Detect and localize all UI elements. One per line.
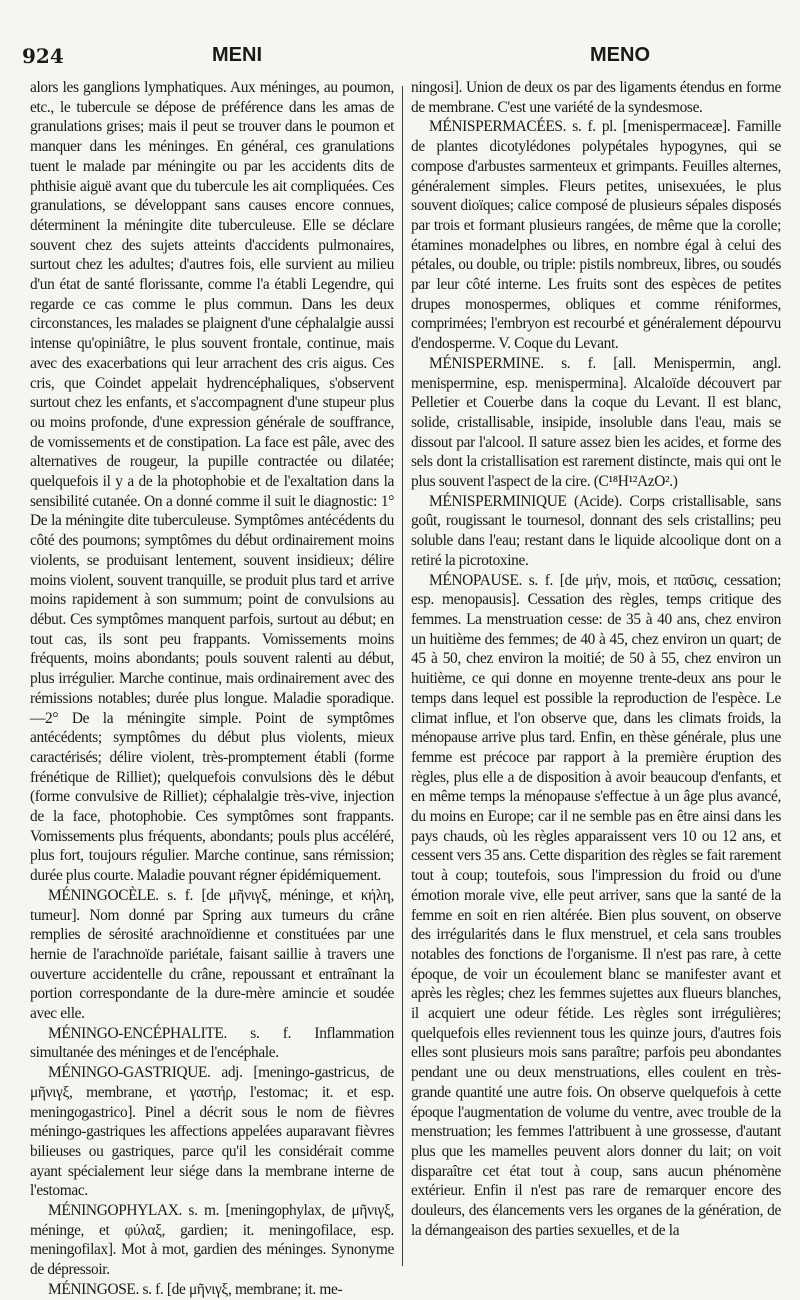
entry-continuation-meningite: alors les ganglions lymphatiques. Aux méninges, au poumon, etc., le tubercule se dépose de préférence dans les amas de granulations grises; mais il peut se trouver dans le poumon et manquer dans les méninges. En général, ces granulations tuent le malade par méningite ou par les accidents dits de phthisie aiguë avant que du tubercule les ait compliquées. Ces granulations, se développant sans causes encore connues, déterminent la méningite dite tuberculeuse. Elle se déclare souvent chez des sujets atteints d'accidents pulmonaires, surtout chez les adultes; d'autres fois, elle survient au milieu d'un état de santé florissante, comme l'a établi Legendre, qui regarde ce cas comme le plus commun. Dans les deux circonstances, les malades se plaignent d'une céphalalgie aussi intense qu'opiniâtre, le plus souvent frontale, continue, mais avec des exacerbations qui leur arrachent des cris aigus. Ces cris, que Coindet appelait hydrencéphaliques, s'observent surtout chez les enfants, et s'accompagnent d'une stupeur plus ou moins profonde, d'une expression générale de souffrance, de vomissements et de constipation. La face est pâle, avec des alternatives de rougeur, la pupille contractée ou dilatée; quelquefois il y a de la photophobie et de l'exaltation dans la sensibilité cutanée. On a donné comme il suit le diagnostic: 1° De la méningite dite tuberculeuse. Symptômes antécédents du côté des poumons; symptômes du début ordinairement moins violents, se produisant lentement, souvent insidieux; délire moins violent, souvent tranquille, se produit plus tard et arrive moins rapidement à son summum; point de convulsions au début. Ces symptômes manquent parfois, surtout au début; en tout cas, ils sont peu frappants. Vomissements moins fréquents, moins abondants; pouls souvent ralenti au début, plus irrégulier. Marche continue, mais ordinairement avec des rémissions notables; durée plus longue. Maladie sporadique.—2° De la méningite simple. Point de symptômes antécédents; symptômes du début plus violents, mieux caractérisés; délire violent, très-promptement établi (forme frénétique de Rilliet); quelquefois convulsions dès le début (forme convulsive de Rilliet); céphalalgie très-vive, injection de la face, photophobie. Ces symptômes sont frappants. Vomissements plus fréquents, abondants; pouls plus accéléré, plus fort, toujours régulier. Marche continue, sans rémission; durée plus courte. Maladie pouvant régner épidémiquement. xyxy=(30,79,394,885)
running-head-right: MENO xyxy=(590,44,650,66)
entry-menopause: MÉNOPAUSE. s. f. [de μήν, mois, et παῦσις, cessation; esp. menopausis]. Cessation des règles, temps critique des femmes. La menstruation cesse: de 35 à 40 ans, chez environ un huitième des femmes; de 40 à 45, chez environ un quart; de 45 à 50, chez environ la moitié; de 50 à 55, chez environ un huitième, ce qui donne en moyenne trente-deux ans pour le temps dans lequel est possible la reproduction de l'espèce. Le climat influe, et l'on observe que, dans les climats froids, la ménopause arrive plus tard. Enfin, en thèse générale, plus une femme est précoce par rapport à la première éruption des règles, plus elle a de disposition à avoir beaucoup d'enfants, et en même temps la ménopause s'effectue à un âge plus avancé, du moins en Europe; car il ne semble pas en être ainsi dans les pays chauds, où les règles apparaissent vers 10 ou 12 ans, et cessent vers 35 ans. Cette disparition des règles se fait rarement tout à coup; toutefois, sous l'impression du froid ou d'une émotion morale vive, elle peut arriver, sans que la santé de la femme en soit en rien altérée. Bien plus souvent, on observe des irrégularités dans le flux menstruel, et cela sans troubles notables des fonctions de l'organisme. Il n'est pas rare, à cette époque, de voir un écoulement blanc se manifester avant et après les règles; chez les femmes sujettes aux flueurs blanches, il acquiert une odeur fétide. Les règles sont irrégulières; quelquefois elles reviennent tous les quinze jours, d'autres fois elles sont plusieurs mois sans paraître; parfois peu abondantes pendant une ou deux menstruations, elles coulent en très-grande quantité une autre fois. On observe quelquefois à cette époque l'augmentation de volume du ventre, avec trouble de la menstruation; les femmes l'attribuent à une grossesse, d'autant plus que les mamelles peuvent alors donner du lait; on voit disparaître cet état tout à coup, sans aucun phénomène extérieur. Enfin il n'est pas rare de remarquer encore des douleurs, des élancements vers les organes de la génération, de la démangeaison des parties sexuelles, et de la xyxy=(411,571,781,1239)
page-number: 924 xyxy=(22,44,64,68)
entry-menisperminique: MÉNISPERMINIQUE (Acide). Corps cristallisable, sans goût, rougissant le tournesol, donnant des sels cristallins; peu soluble dans l'eau; restant dans le liquide alcoolique dont on a retiré la picrotoxine. xyxy=(411,492,781,569)
column-divider xyxy=(402,86,403,1266)
running-head-left: MENI xyxy=(212,44,262,66)
entry-meningocele: MÉNINGOCÈLE. s. f. [de μῆνιγξ, méninge, et κήλη, tumeur]. Nom donné par Spring aux tumeurs du crâne remplies de sérosité arachnoïdienne et constituées par une hernie de l'arachnoïde pariétale, faisant saillie à travers une ouverture accidentelle du crâne, repoussant et entraînant la portion correspondante de la dure-mère amincie et soudée avec elle. xyxy=(30,886,394,1023)
left-column xyxy=(30,78,394,1298)
entry-meningo-gastrique: MÉNINGO-GASTRIQUE. adj. [meningo-gastricus, de μῆνιγξ, membrane, et γαστήρ, l'estomac; it. et esp. meningogastrico]. Pinel a décrit sous le nom de fièvres méningo-gastriques les affections appelées auparavant fièvres bilieuses ou gastriques, parce qu'il les considérait comme ayant spécialement leur siége dans la membrane interne de l'estomac. xyxy=(30,1064,394,1200)
entry-menispermine: MÉNISPERMINE. s. f. [all. Menispermin, angl. menispermine, esp. menispermina]. Alcaloïde découvert par Pelletier et Couerbe dans la coque du Levant. Il est blanc, solide, cristallisable, insipide, insoluble dans l'eau, mais se dissout par l'alcool. Il sature assez bien les acides, et forme des sels dont la cristallisation est rarement distincte, mais qui ont le plus souvent l'aspect de la cire. (C¹⁸H¹²AzO².) xyxy=(411,354,781,491)
page-header xyxy=(22,44,782,74)
entry-meningophylax: MÉNINGOPHYLAX. s. m. [meningophylax, de μῆνιγξ, méninge, et φύλαξ, gardien; it. meningofilace, esp. meningofilax]. Mot à mot, gardien des méninges. Synonyme de dépressoir. xyxy=(30,1202,394,1279)
entry-continuation-meningose: ningosi]. Union de deux os par des ligaments étendus en forme de membrane. C'est une variété de la syndesmose. xyxy=(411,79,781,116)
entry-meningose: MÉNINGOSE. s. f. [de μῆνιγξ, membrane; it. me- xyxy=(48,1280,343,1298)
right-column xyxy=(411,78,781,1273)
entry-meningo-encephalite: MÉNINGO-ENCÉPHALITE. s. f. Inflammation simultanée des méninges et de l'encéphale. xyxy=(30,1024,394,1062)
entry-menispermacees: MÉNISPERMACÉES. s. f. pl. [menispermaceæ]. Famille de plantes dicotylédones polypétales hypogynes, qui se compose d'arbustes sarmenteux et grimpants. Feuilles alternes, généralement simples. Fleurs petites, unisexuées, le plus souvent dioïques; calice composé de plusieurs sépales disposés par trois et formant plusieurs rangées, de même que la corolle; étamines monadelphes ou libres, en nombre égal à celui des pétales, ou double, ou triple: pistils nombreux, libres, ou soudés par leur côté interne. Les fruits sont des espèces de petites drupes monospermes, obliques et comme réniformes, comprimées; l'embryon est recourbé et généralement dépourvu d'endosperme. V. Coque du Levant. xyxy=(411,118,781,353)
